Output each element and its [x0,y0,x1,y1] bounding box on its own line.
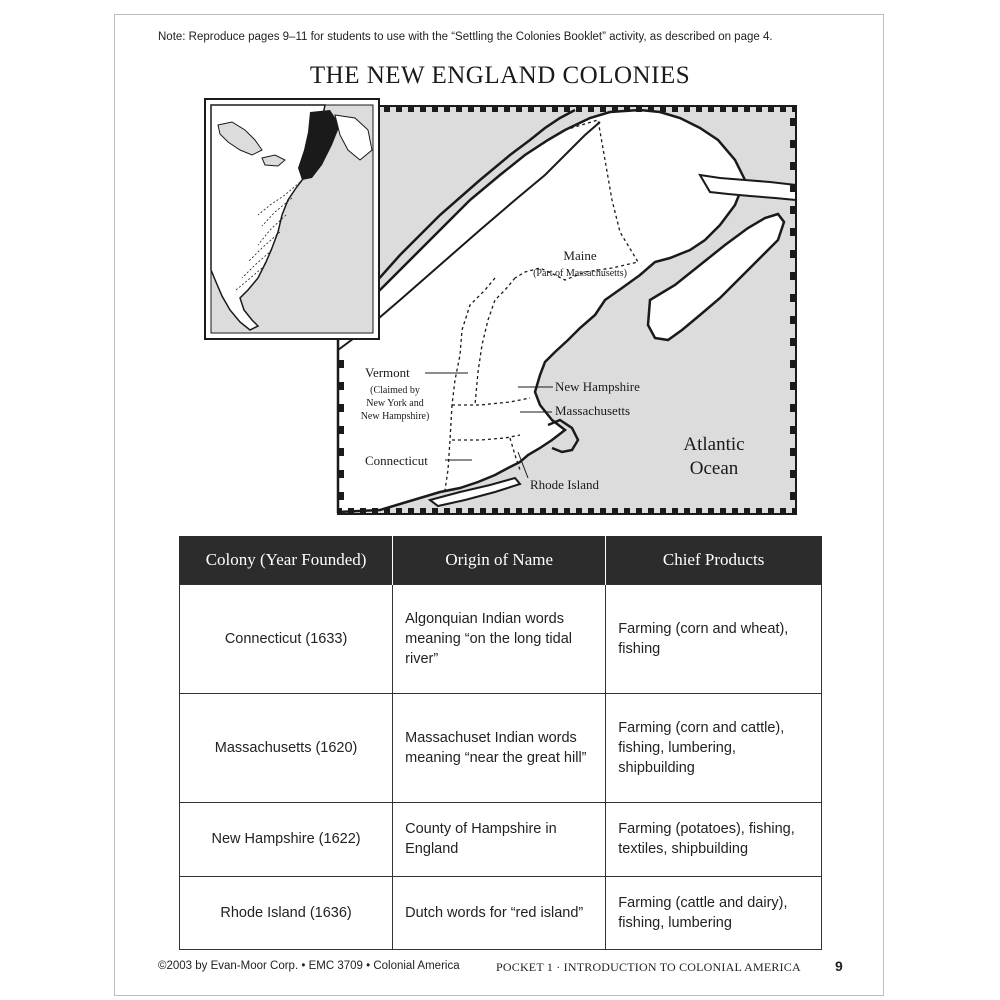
main-map [338,106,796,514]
label-atlantic: Atlantic [683,434,745,455]
table-row [180,803,822,876]
inset-map [205,99,379,339]
label-maine-sub: (Part of Massachusetts) [533,268,627,279]
header-products: Chief Products [606,536,822,585]
label-vermont-sub2: New York and [366,398,424,409]
cell-products: Farming (potatoes), fishing, textiles, shipbuilding [606,803,822,876]
label-vermont-sub1: (Claimed by [370,385,420,396]
cell-colony: New Hampshire (1622) [180,803,393,876]
cell-origin: Dutch words for “red island” [393,876,606,949]
page-title: THE NEW ENGLAND COLONIES [309,62,691,89]
table-header-row [180,536,822,585]
label-new-hampshire: New Hampshire [555,379,640,394]
table-row [180,585,822,694]
label-maine: Maine [563,248,597,263]
colonies-table-wrapper [179,536,822,950]
cell-origin: Massachuset Indian words meaning “near the great hill” [393,694,606,803]
label-vermont: Vermont [365,365,410,380]
cell-products: Farming (corn and wheat), fishing [606,585,822,694]
cell-products: Farming (cattle and dairy), fishing, lumbering [606,876,822,949]
cell-colony: Massachusetts (1620) [180,694,393,803]
cell-colony: Rhode Island (1636) [180,876,393,949]
reproduction-note: Note: Reproduce pages 9–11 for students to use with the “Settling the Colonies Booklet” activity, as described on page 4. [158,31,773,43]
cell-colony: Connecticut (1633) [180,585,393,694]
footer-section: POCKET 1 · INTRODUCTION TO COLONIAL AMERICA [496,960,801,974]
header-origin: Origin of Name [393,536,606,585]
cell-origin: County of Hampshire in England [393,803,606,876]
table-row [180,876,822,949]
label-connecticut: Connecticut [365,453,428,468]
label-massachusetts: Massachusetts [555,403,631,418]
header-colony: Colony (Year Founded) [180,536,393,585]
cell-products: Farming (corn and cattle), fishing, lumbering, shipbuilding [606,694,822,803]
page-number: 9 [835,958,843,974]
label-ocean: Ocean [689,458,739,479]
label-vermont-sub3: New Hampshire) [360,411,430,422]
label-rhode-island: Rhode Island [530,477,599,492]
footer-copyright: ©2003 by Evan-Moor Corp. • EMC 3709 • Colonial America [158,960,460,972]
table-row [180,694,822,803]
colonies-table [179,536,822,950]
cell-origin: Algonquian Indian words meaning “on the long tidal river” [393,585,606,694]
